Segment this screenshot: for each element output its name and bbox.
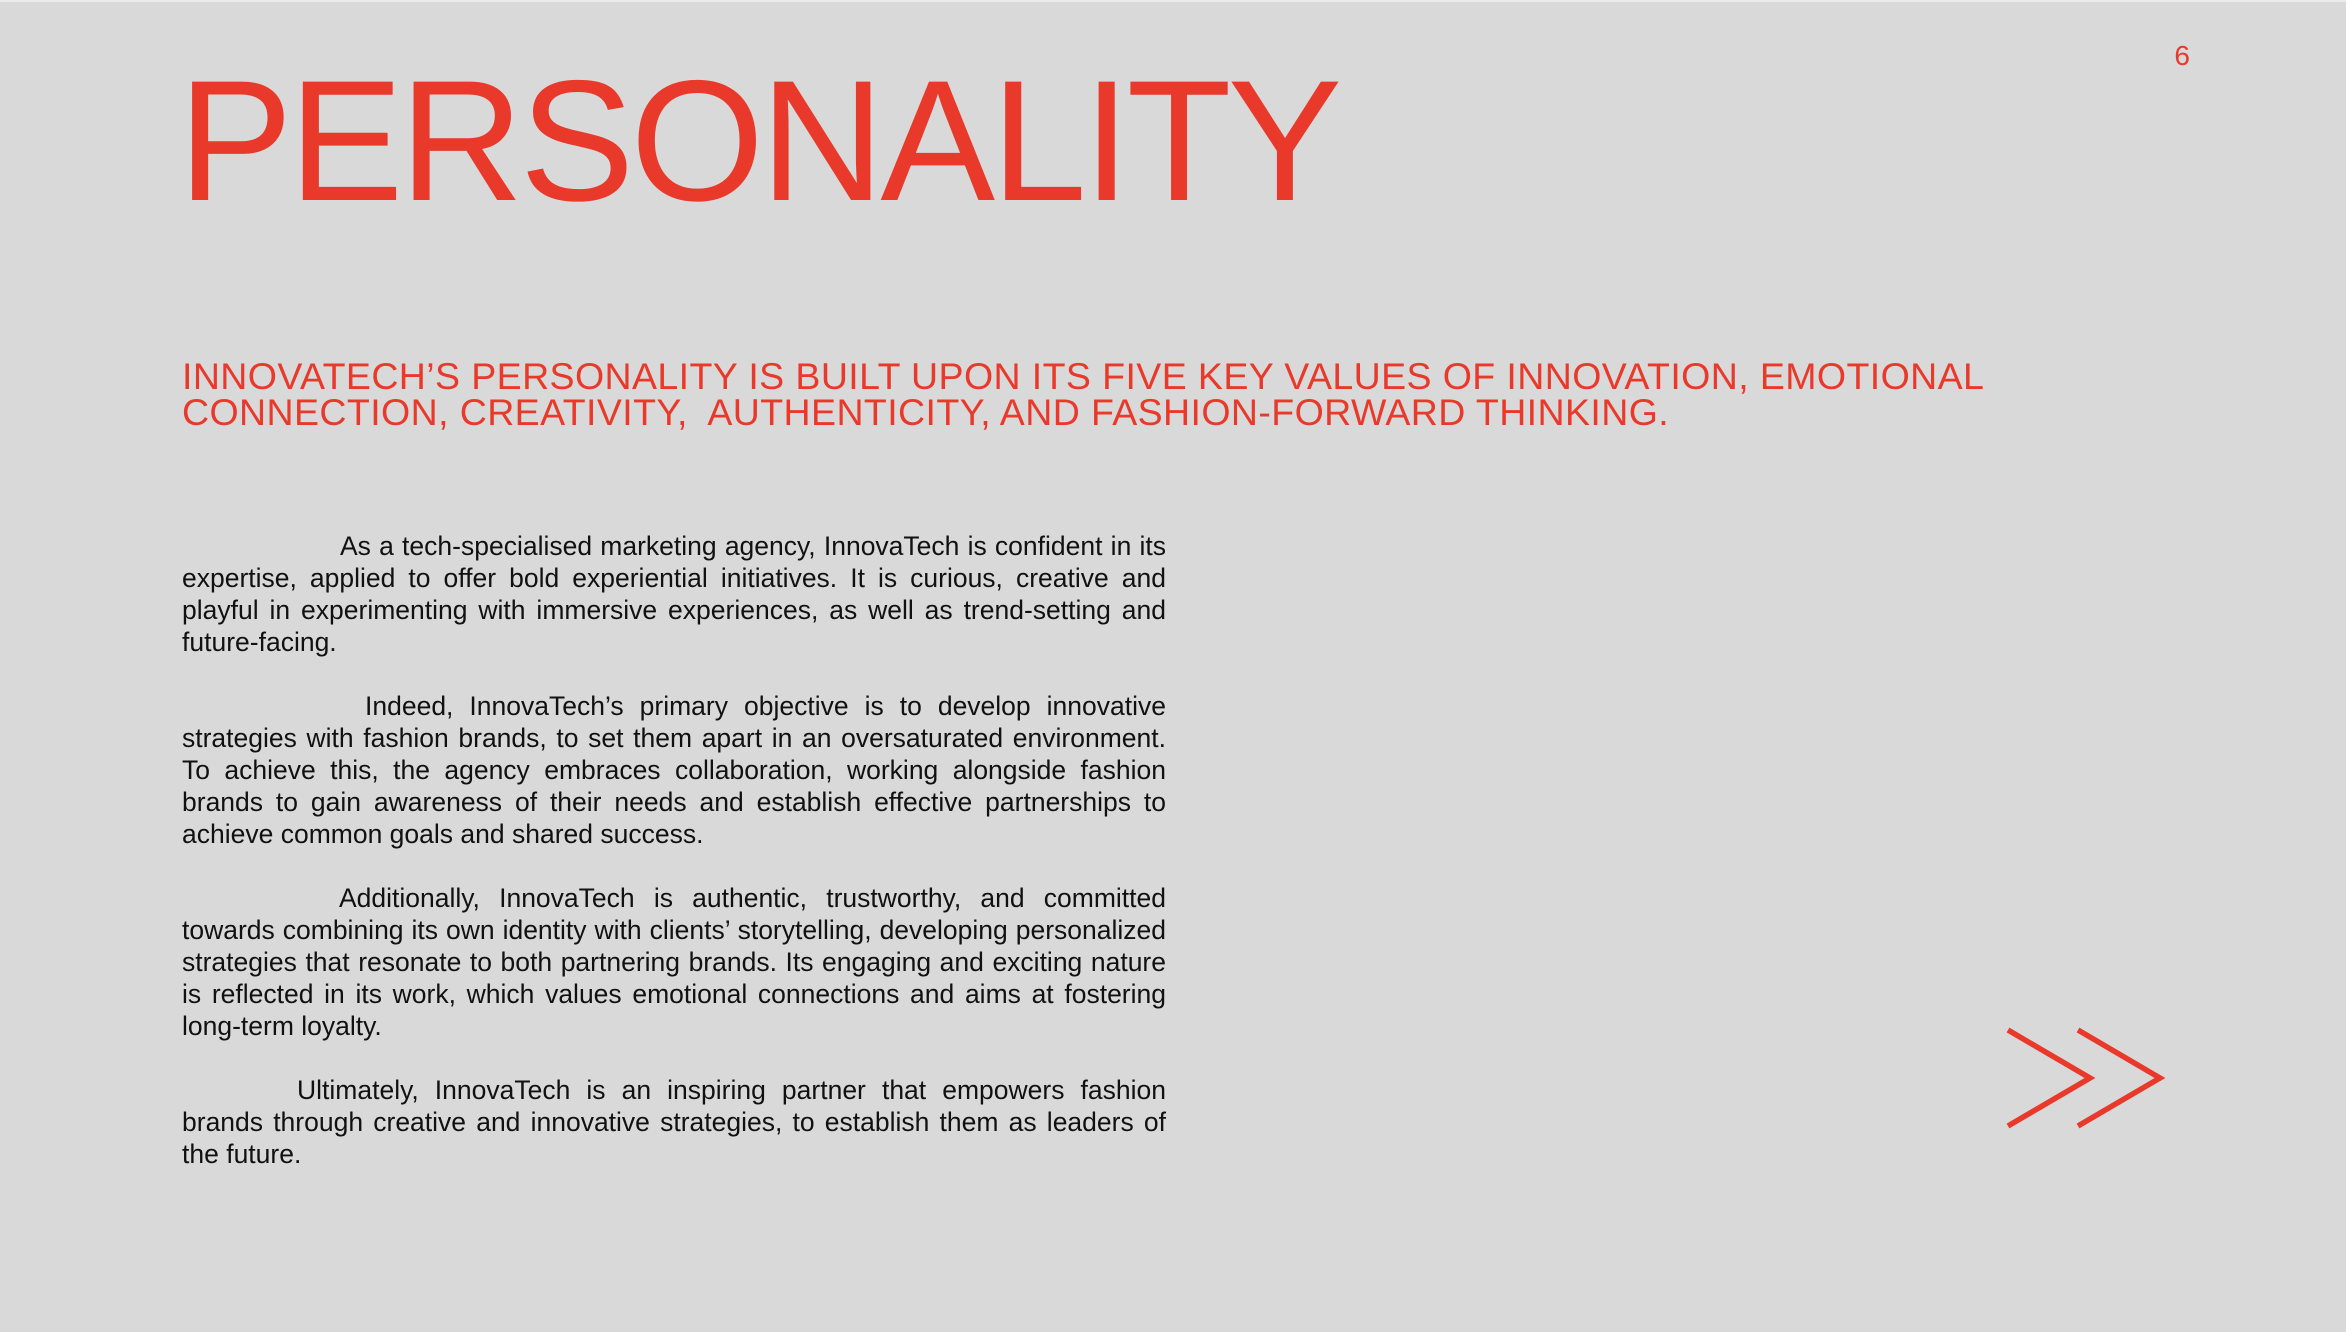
page-number: 6	[2174, 40, 2190, 71]
tagline: INNOVATECH’S PERSONALITY IS BUILT UPON ITS FIVE KEY VALUES OF INNOVATION, EMOTIONAL CONNECTION, CREATIVITY, AUTHENTICITY, AND FASHION-FORWARD THINKING.	[182, 355, 1985, 433]
paragraph-objective: Indeed, InnovaTech’s primary objective is to develop innovative strategies with fashion brands, to set them apart in an oversaturated environment. To achieve this, the agency embraces collaboration, working alongside fashion brands to gain awareness of their needs and establish effective partnerships to achieve common goals and shared success.	[182, 691, 1166, 849]
top-divider	[0, 0, 2346, 2]
paragraph-authenticity: Additionally, InnovaTech is authentic, trustworthy, and committed towards combining its own identity with clients’ storytelling, developing personalized strategies that resonate to both partnering brands. Its engaging and exciting nature is reflected in its work, which values emotional connections and aims at fostering long-term loyalty.	[182, 883, 1166, 1041]
body-text	[182, 530, 1166, 1202]
double-chevron-right-icon[interactable]	[2006, 1026, 2166, 1130]
paragraph-confidence: As a tech-specialised marketing agency, InnovaTech is confident in its expertise, applied to offer bold experiential initiatives. It is curious, creative and playful in experimenting with immersive experiences, as well as trend-setting and future-facing.	[182, 531, 1166, 657]
paragraph-conclusion: Ultimately, InnovaTech is an inspiring partner that empowers fashion brands through creative and innovative strategies, to establish them as leaders of the future.	[182, 1075, 1166, 1169]
page-title: PERSONALITY	[178, 45, 1339, 237]
